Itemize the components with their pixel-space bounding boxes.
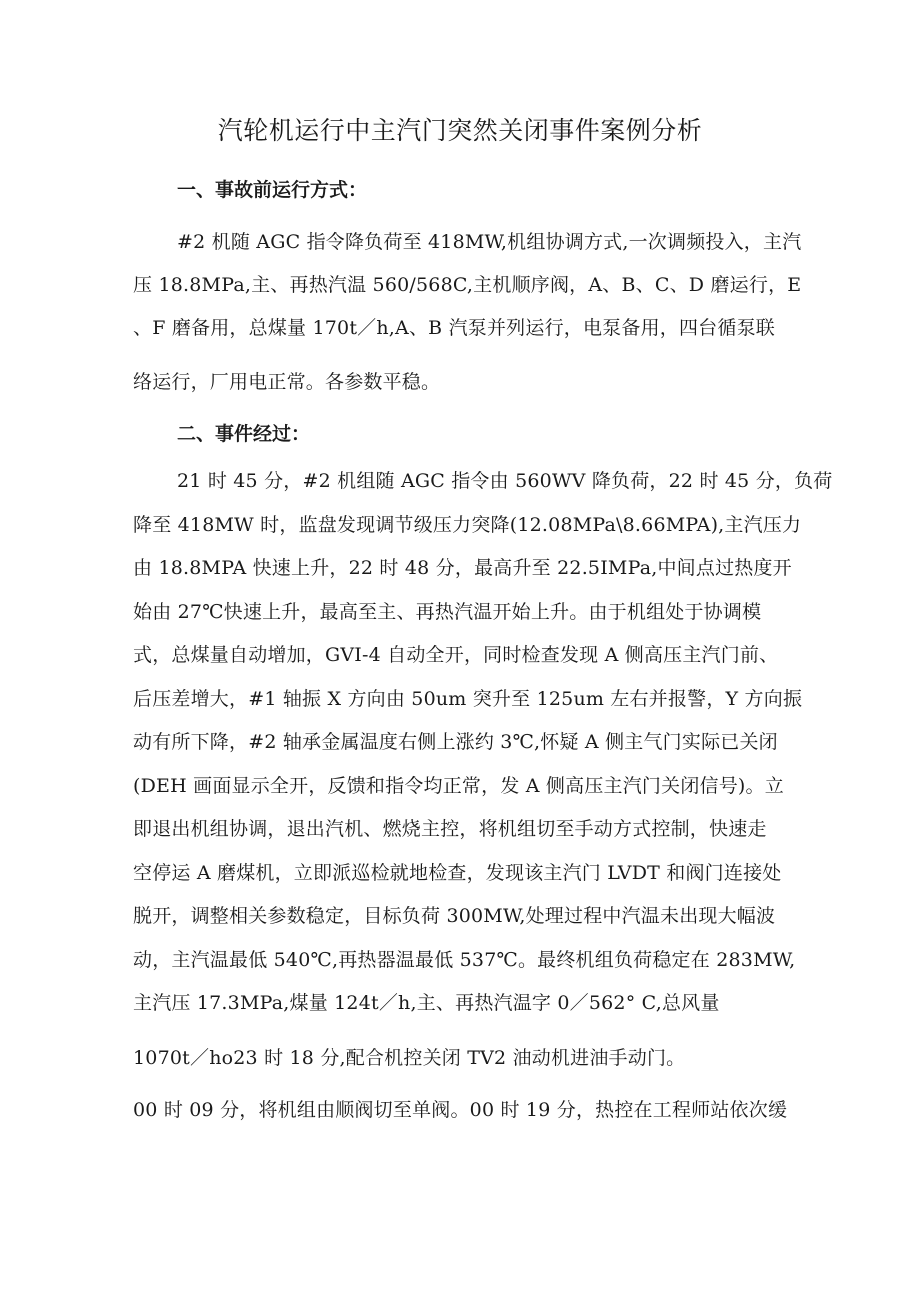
paragraph-line: 空停运 A 磨煤机，立即派巡检就地检查，发现该主汽门 LVDT 和阀门连接处 — [133, 862, 782, 884]
paragraph-line: 始由 27℃快速上升，最高至主、再热汽温开始上升。由于机组处于协调模 — [133, 601, 762, 623]
paragraph-line: 即退出机组协调，退出汽机、燃烧主控，将机组切至手动方式控制，快速走 — [133, 818, 767, 840]
section-heading-event-process: 二、事件经过： — [177, 423, 311, 445]
paragraph-line: 降至 418MW 时，监盘发现调节级压力突降(12.08MPa\8.66MPA),主汽压力 — [133, 514, 802, 536]
paragraph-line: 动有所下降，#2 轴承金属温度右侧上涨约 3℃,怀疑 A 侧主气门实际已关闭 — [133, 731, 778, 753]
section-heading-pre-accident: 一、事故前运行方式： — [177, 179, 368, 201]
paragraph-line: 压 18.8MPa,主、再热汽温 560/568C,主机顺序阀，A、B、C、D 磨运行，E — [133, 274, 802, 296]
paragraph-line: 式，总煤量自动增加，GVI-4 自动全开，同时检查发现 A 侧高压主汽门前、 — [133, 644, 779, 666]
paragraph-line: 后压差增大，#1 轴振 X 方向由 50um 突升至 125um 左右并报警，Y 方向振 — [133, 688, 803, 710]
paragraph-line: 主汽压 17.3MPa,煤量 124t／h,主、再热汽温字 0／562° C,总风量 — [133, 992, 720, 1014]
paragraph-line: 、F 磨备用，总煤量 170t／h,A、B 汽泵并列运行，电泵备用，四台循泵联 — [133, 317, 775, 339]
paragraph-line: #2 机随 AGC 指令降负荷至 418MW,机组协调方式,一次调频投入，主汽 — [177, 231, 802, 253]
paragraph-line: 21 时 45 分，#2 机组随 AGC 指令由 560WV 降负荷，22 时 45 分，负荷 — [177, 470, 833, 492]
paragraph-line: 络运行，厂用电正常。各参数平稳。 — [133, 371, 441, 393]
paragraph-line: 1070t／ho23 时 18 分,配合机控关闭 TV2 油动机进油手动门。 — [133, 1047, 686, 1069]
paragraph-line: (DEH 画面显示全开，反馈和指令均正常，发 A 侧高压主汽门关闭信号)。立 — [133, 775, 784, 797]
document-title: 汽轮机运行中主汽门突然关闭事件案例分析 — [217, 116, 703, 145]
paragraph-line: 脱开，调整相关参数稳定，目标负荷 300MW,处理过程中汽温未出现大幅波 — [133, 905, 776, 927]
paragraph-line: 由 18.8MPA 快速上升，22 时 48 分，最高升至 22.5IMPa,中间点过热度开 — [133, 557, 792, 579]
paragraph-line: 00 时 09 分，将机组由顺阀切至单阀。00 时 19 分，热控在工程师站依次缓 — [133, 1099, 788, 1121]
paragraph-line: 动，主汽温最低 540℃,再热器温最低 537℃。最终机组负荷稳定在 283MW, — [133, 949, 796, 971]
